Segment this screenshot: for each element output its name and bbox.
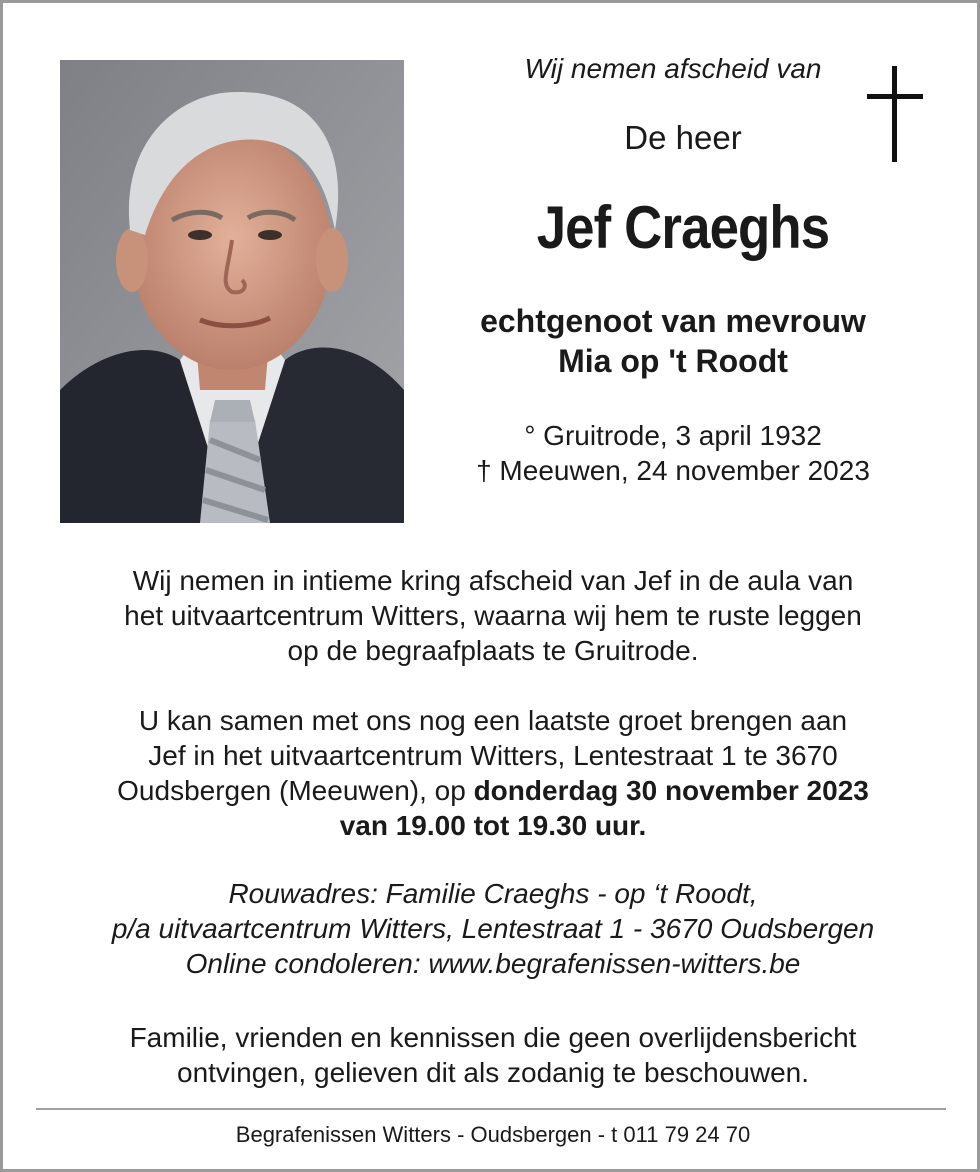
death-info bbox=[413, 455, 933, 487]
text-prefix: Oudsbergen (Meeuwen), op bbox=[117, 775, 474, 806]
visitation-paragraph bbox=[33, 703, 953, 843]
dagger-symbol: † bbox=[476, 455, 492, 486]
text-line: het uitvaartcentrum Witters, waarna wij hem te ruste leggen bbox=[124, 600, 862, 631]
portrait-photo bbox=[60, 60, 404, 523]
text-line: Wij nemen in intieme kring afscheid van Jef in de aula van bbox=[132, 565, 854, 596]
intro-text: Wij nemen afscheid van bbox=[524, 53, 822, 84]
honorific: De heer bbox=[624, 119, 742, 156]
text-line: p/a uitvaartcentrum Witters, Lentestraat 1 - 3670 Oudsbergen bbox=[111, 913, 875, 944]
text-line: op de begraafplaats te Gruitrode. bbox=[287, 635, 699, 666]
deceased-name: Jef Craeghs bbox=[536, 194, 830, 261]
condolence-link[interactable]: Online condoleren: www.begrafenissen-witters.be bbox=[185, 948, 801, 979]
ceremony-paragraph bbox=[33, 563, 953, 668]
footer-text: Begrafenissen Witters - Oudsbergen - t 011 79 24 70 bbox=[235, 1122, 751, 1147]
text-line: Rouwadres: Familie Craeghs - op ‘t Roodt, bbox=[228, 878, 758, 909]
text-line: ontvingen, gelieven dit als zodanig te beschouwen. bbox=[177, 1057, 809, 1088]
birth-info: ° Gruitrode, 3 april 1932 bbox=[524, 420, 822, 451]
text-line: Familie, vrienden en kennissen die geen overlijdensbericht bbox=[129, 1022, 857, 1053]
visitation-date: donderdag 30 november 2023 bbox=[473, 775, 869, 806]
notice-paragraph bbox=[33, 1020, 953, 1090]
text-line bbox=[33, 773, 953, 808]
spouse-line-1: echtgenoot van mevrouw bbox=[480, 303, 866, 339]
text-line: Jef in het uitvaartcentrum Witters, Lentestraat 1 te 3670 bbox=[148, 740, 838, 771]
cross-icon bbox=[867, 66, 923, 162]
death-text: Meeuwen, 24 november 2023 bbox=[491, 455, 870, 486]
spouse-line-2: Mia op 't Roodt bbox=[558, 343, 788, 379]
address-paragraph bbox=[33, 876, 953, 981]
text-line: U kan samen met ons nog een laatste groet brengen aan bbox=[138, 705, 848, 736]
divider bbox=[36, 1108, 946, 1110]
visitation-time: van 19.00 tot 19.30 uur. bbox=[339, 810, 647, 841]
